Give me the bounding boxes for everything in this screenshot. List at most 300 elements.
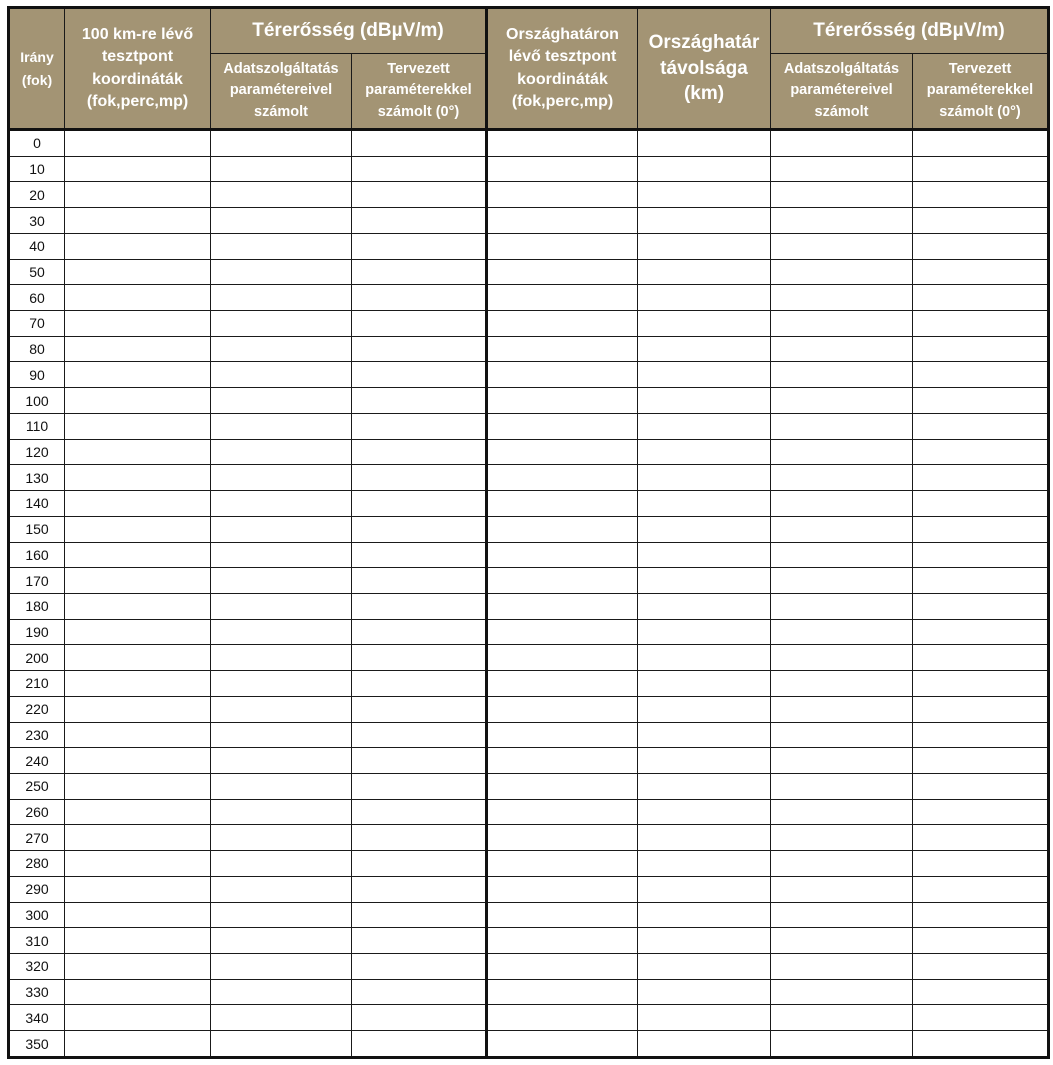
data-cell[interactable]: [638, 233, 771, 259]
data-cell[interactable]: [211, 336, 352, 362]
data-cell[interactable]: [487, 568, 638, 594]
data-cell[interactable]: [638, 619, 771, 645]
data-cell[interactable]: [211, 979, 352, 1005]
data-cell[interactable]: [211, 954, 352, 980]
data-cell[interactable]: [352, 1031, 487, 1058]
data-cell[interactable]: [352, 259, 487, 285]
data-cell[interactable]: [487, 671, 638, 697]
data-cell[interactable]: [487, 542, 638, 568]
data-cell[interactable]: [638, 336, 771, 362]
data-cell[interactable]: [352, 182, 487, 208]
data-cell[interactable]: [913, 593, 1049, 619]
data-cell[interactable]: [65, 902, 211, 928]
data-cell[interactable]: [638, 696, 771, 722]
data-cell[interactable]: [913, 979, 1049, 1005]
data-cell[interactable]: [771, 1031, 913, 1058]
data-cell[interactable]: [65, 593, 211, 619]
data-cell[interactable]: [211, 722, 352, 748]
direction-cell: 170: [9, 568, 65, 594]
data-cell[interactable]: [638, 491, 771, 517]
direction-cell: 230: [9, 722, 65, 748]
data-cell[interactable]: [211, 208, 352, 234]
data-cell[interactable]: [65, 722, 211, 748]
data-cell[interactable]: [65, 233, 211, 259]
header-calc-planned-2: Tervezett paraméterekkel számolt (0°): [913, 54, 1049, 130]
data-cell[interactable]: [771, 954, 913, 980]
data-cell[interactable]: [771, 1005, 913, 1031]
direction-cell: 200: [9, 645, 65, 671]
data-cell[interactable]: [771, 619, 913, 645]
data-cell[interactable]: [211, 182, 352, 208]
data-cell[interactable]: [771, 799, 913, 825]
header-border-distance: Országhatár távolsága (km): [638, 8, 771, 130]
data-cell[interactable]: [638, 465, 771, 491]
data-cell[interactable]: [65, 362, 211, 388]
data-cell[interactable]: [638, 311, 771, 337]
data-cell[interactable]: [913, 233, 1049, 259]
data-cell[interactable]: [65, 876, 211, 902]
data-cell[interactable]: [65, 954, 211, 980]
data-cell[interactable]: [352, 568, 487, 594]
data-cell[interactable]: [913, 182, 1049, 208]
data-cell[interactable]: [352, 439, 487, 465]
data-cell[interactable]: [211, 773, 352, 799]
table-row: [9, 156, 1049, 182]
data-cell[interactable]: [65, 156, 211, 182]
data-cell[interactable]: [352, 954, 487, 980]
data-cell[interactable]: [638, 902, 771, 928]
data-cell[interactable]: [352, 696, 487, 722]
table-row: [9, 516, 1049, 542]
data-cell[interactable]: [487, 439, 638, 465]
data-cell[interactable]: [211, 825, 352, 851]
data-cell[interactable]: [65, 979, 211, 1005]
table-row: [9, 208, 1049, 234]
data-cell[interactable]: [65, 465, 211, 491]
data-cell[interactable]: [638, 388, 771, 414]
data-cell[interactable]: [638, 568, 771, 594]
direction-cell: 310: [9, 928, 65, 954]
data-cell[interactable]: [771, 671, 913, 697]
data-cell[interactable]: [638, 671, 771, 697]
data-cell[interactable]: [913, 439, 1049, 465]
measurement-table-frame: [7, 6, 1047, 1059]
data-cell[interactable]: [913, 619, 1049, 645]
data-cell[interactable]: [771, 593, 913, 619]
data-cell[interactable]: [771, 233, 913, 259]
data-cell[interactable]: [487, 233, 638, 259]
data-cell[interactable]: [913, 825, 1049, 851]
data-cell[interactable]: [65, 671, 211, 697]
data-cell[interactable]: [638, 156, 771, 182]
data-cell[interactable]: [352, 516, 487, 542]
data-cell[interactable]: [211, 439, 352, 465]
data-cell[interactable]: [352, 979, 487, 1005]
data-cell[interactable]: [638, 362, 771, 388]
data-cell[interactable]: [913, 851, 1049, 877]
data-cell[interactable]: [211, 645, 352, 671]
data-cell[interactable]: [211, 1031, 352, 1058]
data-cell[interactable]: [913, 748, 1049, 774]
data-cell[interactable]: [771, 285, 913, 311]
data-cell[interactable]: [913, 388, 1049, 414]
data-cell[interactable]: [913, 311, 1049, 337]
data-cell[interactable]: [352, 208, 487, 234]
table-row: [9, 773, 1049, 799]
data-cell[interactable]: [638, 722, 771, 748]
data-cell[interactable]: [487, 208, 638, 234]
data-cell[interactable]: [352, 748, 487, 774]
data-cell[interactable]: [211, 748, 352, 774]
data-cell[interactable]: [638, 748, 771, 774]
data-cell[interactable]: [65, 696, 211, 722]
data-cell[interactable]: [352, 619, 487, 645]
data-cell[interactable]: [487, 1005, 638, 1031]
data-cell[interactable]: [771, 208, 913, 234]
table-row: [9, 1031, 1049, 1058]
data-cell[interactable]: [913, 542, 1049, 568]
data-cell[interactable]: [913, 285, 1049, 311]
data-cell[interactable]: [487, 362, 638, 388]
data-cell[interactable]: [913, 696, 1049, 722]
data-cell[interactable]: [211, 902, 352, 928]
data-cell[interactable]: [771, 336, 913, 362]
data-cell[interactable]: [487, 876, 638, 902]
data-cell[interactable]: [211, 491, 352, 517]
direction-cell: 60: [9, 285, 65, 311]
data-cell[interactable]: [913, 671, 1049, 697]
table-row: [9, 825, 1049, 851]
data-cell[interactable]: [638, 259, 771, 285]
data-cell[interactable]: [487, 645, 638, 671]
data-cell[interactable]: [65, 619, 211, 645]
field-strength-table: [7, 6, 1050, 1059]
direction-cell: 150: [9, 516, 65, 542]
table-row: [9, 876, 1049, 902]
data-cell[interactable]: [65, 928, 211, 954]
header-calc-planned-1: Tervezett paraméterekkel számolt (0°): [352, 54, 487, 130]
data-cell[interactable]: [913, 1005, 1049, 1031]
data-cell[interactable]: [352, 130, 487, 157]
table-row: [9, 979, 1049, 1005]
data-cell[interactable]: [65, 1031, 211, 1058]
data-cell[interactable]: [65, 748, 211, 774]
direction-cell: 280: [9, 851, 65, 877]
data-cell[interactable]: [638, 208, 771, 234]
direction-cell: 140: [9, 491, 65, 517]
direction-cell: 110: [9, 413, 65, 439]
data-cell[interactable]: [487, 130, 638, 157]
table-row: [9, 696, 1049, 722]
data-cell[interactable]: [638, 954, 771, 980]
data-cell[interactable]: [211, 285, 352, 311]
data-cell[interactable]: [913, 362, 1049, 388]
data-cell[interactable]: [771, 516, 913, 542]
data-cell[interactable]: [65, 568, 211, 594]
table-row: [9, 285, 1049, 311]
data-cell[interactable]: [638, 799, 771, 825]
data-cell[interactable]: [65, 208, 211, 234]
data-cell[interactable]: [487, 979, 638, 1005]
data-cell[interactable]: [913, 568, 1049, 594]
data-cell[interactable]: [771, 362, 913, 388]
data-cell[interactable]: [211, 465, 352, 491]
data-cell[interactable]: [913, 773, 1049, 799]
data-cell[interactable]: [913, 156, 1049, 182]
data-cell[interactable]: [211, 542, 352, 568]
data-cell[interactable]: [211, 413, 352, 439]
data-cell[interactable]: [487, 825, 638, 851]
data-cell[interactable]: [913, 516, 1049, 542]
data-cell[interactable]: [211, 259, 352, 285]
data-cell[interactable]: [913, 208, 1049, 234]
data-cell[interactable]: [487, 156, 638, 182]
data-cell[interactable]: [771, 182, 913, 208]
data-cell[interactable]: [771, 568, 913, 594]
data-cell[interactable]: [913, 928, 1049, 954]
data-cell[interactable]: [352, 413, 487, 439]
data-cell[interactable]: [487, 722, 638, 748]
data-cell[interactable]: [638, 542, 771, 568]
data-cell[interactable]: [638, 593, 771, 619]
data-cell[interactable]: [211, 156, 352, 182]
data-cell[interactable]: [65, 130, 211, 157]
data-cell[interactable]: [352, 593, 487, 619]
direction-cell: 10: [9, 156, 65, 182]
data-cell[interactable]: [771, 542, 913, 568]
data-cell[interactable]: [771, 825, 913, 851]
data-cell[interactable]: [487, 619, 638, 645]
data-cell[interactable]: [913, 645, 1049, 671]
data-cell[interactable]: [211, 568, 352, 594]
data-cell[interactable]: [487, 259, 638, 285]
data-cell[interactable]: [65, 182, 211, 208]
data-cell[interactable]: [913, 722, 1049, 748]
data-cell[interactable]: [638, 851, 771, 877]
data-cell[interactable]: [65, 825, 211, 851]
data-cell[interactable]: [487, 388, 638, 414]
data-cell[interactable]: [352, 388, 487, 414]
data-cell[interactable]: [65, 285, 211, 311]
data-cell[interactable]: [638, 285, 771, 311]
data-cell[interactable]: [211, 851, 352, 877]
data-cell[interactable]: [352, 285, 487, 311]
data-cell[interactable]: [487, 491, 638, 517]
header-calc-service-1: Adatszolgáltatás paramétereivel számolt: [211, 54, 352, 130]
data-cell[interactable]: [487, 413, 638, 439]
data-cell[interactable]: [65, 1005, 211, 1031]
data-cell[interactable]: [65, 645, 211, 671]
data-cell[interactable]: [352, 722, 487, 748]
direction-cell: 260: [9, 799, 65, 825]
data-cell[interactable]: [352, 799, 487, 825]
data-cell[interactable]: [638, 928, 771, 954]
data-cell[interactable]: [487, 593, 638, 619]
data-cell[interactable]: [771, 388, 913, 414]
data-cell[interactable]: [352, 491, 487, 517]
data-cell[interactable]: [65, 799, 211, 825]
data-cell[interactable]: [638, 876, 771, 902]
data-cell[interactable]: [352, 156, 487, 182]
data-cell[interactable]: [771, 259, 913, 285]
data-cell[interactable]: [352, 876, 487, 902]
data-cell[interactable]: [771, 311, 913, 337]
data-cell[interactable]: [487, 182, 638, 208]
data-cell[interactable]: [638, 979, 771, 1005]
data-cell[interactable]: [211, 593, 352, 619]
data-cell[interactable]: [913, 130, 1049, 157]
data-cell[interactable]: [771, 979, 913, 1005]
data-cell[interactable]: [211, 130, 352, 157]
table-row: [9, 593, 1049, 619]
table-row: [9, 259, 1049, 285]
data-cell[interactable]: [913, 336, 1049, 362]
data-cell[interactable]: [211, 876, 352, 902]
table-row: [9, 748, 1049, 774]
data-cell[interactable]: [352, 336, 487, 362]
data-cell[interactable]: [771, 876, 913, 902]
data-cell[interactable]: [211, 1005, 352, 1031]
data-cell[interactable]: [352, 311, 487, 337]
data-cell[interactable]: [638, 825, 771, 851]
data-cell[interactable]: [771, 928, 913, 954]
data-cell[interactable]: [638, 1031, 771, 1058]
data-cell[interactable]: [65, 542, 211, 568]
data-cell[interactable]: [487, 851, 638, 877]
data-cell[interactable]: [352, 645, 487, 671]
data-cell[interactable]: [771, 130, 913, 157]
data-cell[interactable]: [771, 722, 913, 748]
data-cell[interactable]: [913, 876, 1049, 902]
data-cell[interactable]: [211, 311, 352, 337]
data-cell[interactable]: [65, 259, 211, 285]
direction-cell: 340: [9, 1005, 65, 1031]
data-cell[interactable]: [638, 413, 771, 439]
data-cell[interactable]: [211, 388, 352, 414]
data-cell[interactable]: [771, 491, 913, 517]
data-cell[interactable]: [771, 902, 913, 928]
data-cell[interactable]: [211, 516, 352, 542]
data-cell[interactable]: [913, 1031, 1049, 1058]
direction-cell: 190: [9, 619, 65, 645]
data-cell[interactable]: [65, 413, 211, 439]
data-cell[interactable]: [65, 773, 211, 799]
table-row: [9, 954, 1049, 980]
data-cell[interactable]: [211, 696, 352, 722]
table-row: [9, 619, 1049, 645]
data-cell[interactable]: [771, 748, 913, 774]
data-cell[interactable]: [771, 696, 913, 722]
data-cell[interactable]: [65, 336, 211, 362]
data-cell[interactable]: [352, 1005, 487, 1031]
data-cell[interactable]: [487, 954, 638, 980]
data-cell[interactable]: [487, 311, 638, 337]
data-cell[interactable]: [771, 465, 913, 491]
direction-cell: 70: [9, 311, 65, 337]
table-row: [9, 362, 1049, 388]
data-cell[interactable]: [211, 619, 352, 645]
data-cell[interactable]: [487, 902, 638, 928]
data-cell[interactable]: [352, 465, 487, 491]
data-cell[interactable]: [638, 1005, 771, 1031]
data-cell[interactable]: [638, 773, 771, 799]
direction-cell: 300: [9, 902, 65, 928]
table-row: [9, 645, 1049, 671]
data-cell[interactable]: [771, 156, 913, 182]
table-row: [9, 799, 1049, 825]
data-cell[interactable]: [913, 491, 1049, 517]
data-cell[interactable]: [352, 851, 487, 877]
data-cell[interactable]: [487, 336, 638, 362]
data-cell[interactable]: [913, 465, 1049, 491]
data-cell[interactable]: [913, 954, 1049, 980]
data-cell[interactable]: [771, 773, 913, 799]
data-cell[interactable]: [913, 413, 1049, 439]
data-cell[interactable]: [771, 413, 913, 439]
data-cell[interactable]: [352, 233, 487, 259]
header-calc-service-2: Adatszolgáltatás paramétereivel számolt: [771, 54, 913, 130]
data-cell[interactable]: [487, 516, 638, 542]
data-cell[interactable]: [487, 773, 638, 799]
data-cell[interactable]: [352, 773, 487, 799]
direction-cell: 350: [9, 1031, 65, 1058]
data-cell[interactable]: [211, 799, 352, 825]
data-cell[interactable]: [771, 851, 913, 877]
data-cell[interactable]: [638, 645, 771, 671]
data-cell[interactable]: [65, 516, 211, 542]
data-cell[interactable]: [487, 285, 638, 311]
table-row: [9, 671, 1049, 697]
data-cell[interactable]: [771, 645, 913, 671]
data-cell[interactable]: [487, 465, 638, 491]
data-cell[interactable]: [913, 799, 1049, 825]
data-cell[interactable]: [913, 259, 1049, 285]
direction-cell: 270: [9, 825, 65, 851]
table-row: [9, 233, 1049, 259]
data-cell[interactable]: [771, 439, 913, 465]
data-cell[interactable]: [211, 233, 352, 259]
data-cell[interactable]: [352, 671, 487, 697]
data-cell[interactable]: [913, 902, 1049, 928]
data-cell[interactable]: [352, 825, 487, 851]
data-cell[interactable]: [65, 851, 211, 877]
header-field-strength-2: Térerősség (dBµV/m): [771, 8, 1049, 54]
data-cell[interactable]: [65, 311, 211, 337]
data-cell[interactable]: [211, 362, 352, 388]
data-cell[interactable]: [352, 362, 487, 388]
data-cell[interactable]: [638, 516, 771, 542]
data-cell[interactable]: [487, 928, 638, 954]
data-cell[interactable]: [352, 542, 487, 568]
data-cell[interactable]: [65, 491, 211, 517]
data-cell[interactable]: [352, 902, 487, 928]
data-cell[interactable]: [211, 671, 352, 697]
data-cell[interactable]: [638, 182, 771, 208]
direction-cell: 320: [9, 954, 65, 980]
data-cell[interactable]: [487, 1031, 638, 1058]
direction-cell: 290: [9, 876, 65, 902]
data-cell[interactable]: [211, 928, 352, 954]
data-cell[interactable]: [487, 748, 638, 774]
direction-cell: 0: [9, 130, 65, 157]
data-cell[interactable]: [638, 130, 771, 157]
data-cell[interactable]: [487, 799, 638, 825]
data-cell[interactable]: [487, 696, 638, 722]
data-cell[interactable]: [638, 439, 771, 465]
data-cell[interactable]: [352, 928, 487, 954]
data-cell[interactable]: [65, 439, 211, 465]
data-cell[interactable]: [65, 388, 211, 414]
